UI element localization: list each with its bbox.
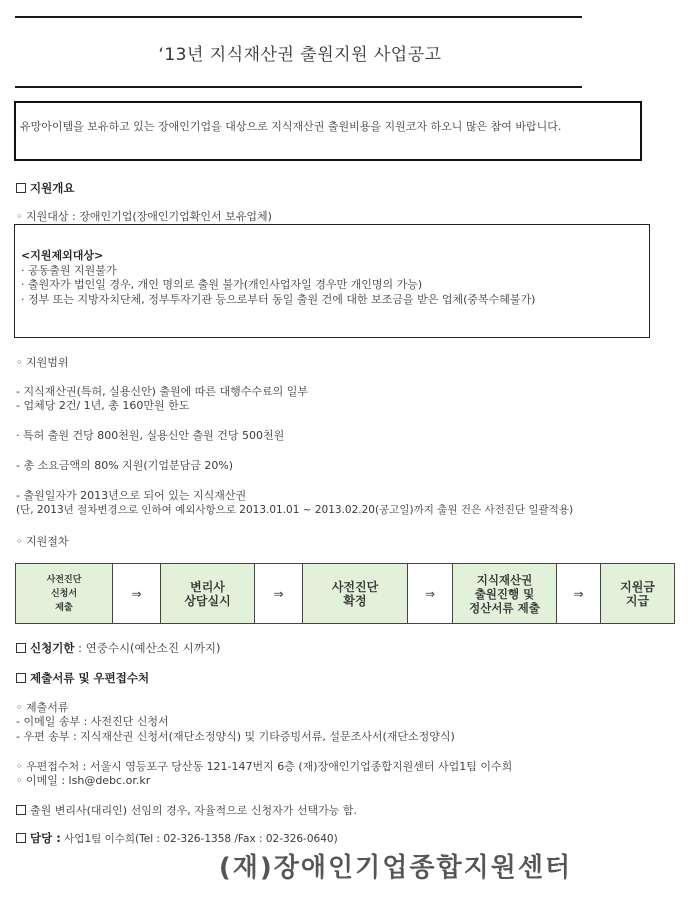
procedure-flow xyxy=(15,563,675,624)
procedure-step: 사전진단 신청서 제출 xyxy=(16,564,113,623)
procedure-step: 변리사 상담실시 xyxy=(161,564,255,623)
support-target: ◦ 지원대상 : 장애인기업(장애인기업확인서 보유업체) xyxy=(16,210,272,223)
organization-footer: (재)장애인기업종합지원센터 xyxy=(218,853,573,883)
docs-label: ◦ 제출서류 xyxy=(16,701,69,714)
arrow-right-icon: ⇒ xyxy=(113,564,161,623)
deadline: 신청기한 : 연중수시(예산소진 시까지) xyxy=(16,640,220,656)
overview-heading: 지원개요 xyxy=(16,180,74,196)
exclusion-box xyxy=(14,224,650,338)
scope-label: ◦ 지원범위 xyxy=(16,356,69,369)
procedure-step: 지원금 지급 xyxy=(601,564,674,623)
arrow-right-icon: ⇒ xyxy=(255,564,303,623)
scope-item: - 출원일자가 2013년으로 되어 있는 지식재산권 xyxy=(16,489,247,502)
procedure-step: 지식재산권 출원진행 및 정산서류 제출 xyxy=(453,564,557,623)
checkbox-square-icon xyxy=(16,643,26,653)
exclusion-heading: <지원제외대상> xyxy=(21,249,104,262)
scope-item: - 총 소요금액의 80% 지원(기업분담금 20%) xyxy=(16,459,234,472)
checkbox-square-icon xyxy=(16,673,26,683)
contact: 담당 : 사업1팀 이수희(Tel : 02-326-1358 /Fax : 02-326-0640) xyxy=(16,830,338,846)
arrow-right-icon: ⇒ xyxy=(408,564,453,623)
checkbox-square-icon xyxy=(16,833,26,843)
checkbox-square-icon xyxy=(16,183,26,193)
procedure-label: ◦ 지원절차 xyxy=(16,535,69,548)
page-title: ‘13년 지식재산권 출원지원 사업공고 xyxy=(158,45,442,65)
scope-item: - 업체당 2건/ 1년, 총 160만원 한도 xyxy=(16,399,190,412)
checkbox-square-icon xyxy=(16,805,26,815)
procedure-step: 사전진단 확정 xyxy=(303,564,408,623)
scope-item: (단, 2013년 절차변경으로 인하여 예외사항으로 2013.01.01 ~ 2013.02.20(공고일)까지 출원 건은 사전진단 일괄적용) xyxy=(16,504,574,516)
exclusion-item: · 공동출원 지원불가 xyxy=(21,263,117,277)
email: ◦ 이메일 : lsh@debc.or.kr xyxy=(16,774,151,787)
exclusion-item: · 출원자가 법인일 경우, 개인 명의로 출원 불가(개인사업자일 경우만 개인명의 가능) xyxy=(21,278,423,291)
top-rule xyxy=(15,16,582,18)
exclusion-item: · 정부 또는 지방자치단체, 정부투자기관 등으로부터 동일 출원 건에 대한 보조금을 받은 업체(중복수혜불가) xyxy=(21,292,536,306)
submission-heading: 제출서류 및 우편접수처 xyxy=(16,670,149,686)
mail-address: ◦ 우편접수처 : 서울시 영등포구 당산동 121-147번지 6층 (재)장애인기업종합지원센터 사업1팀 이수희 xyxy=(16,760,513,773)
docs-item: - 이메일 송부 : 사전진단 신청서 xyxy=(16,715,169,728)
intro-box: 유망아이템을 보유하고 있는 장애인기업을 대상으로 지식재산권 출원비용을 지원코자 하오니 많은 참여 바랍니다. xyxy=(14,101,642,161)
title-rule xyxy=(15,86,582,88)
note: 출원 변리사(대리인) 선임의 경우, 자율적으로 신청자가 선택가능 함. xyxy=(16,802,357,818)
scope-item: - 지식재산권(특허, 실용신안) 출원에 따른 대행수수료의 일부 xyxy=(16,385,309,398)
docs-item: - 우편 송부 : 지식재산권 신청서(재단소정양식) 및 기타증빙서류, 설문조사서(재단소정양식) xyxy=(16,730,455,743)
arrow-right-icon: ⇒ xyxy=(557,564,601,623)
scope-item: · 특허 출원 건당 800천원, 실용신안 출원 건당 500천원 xyxy=(16,429,285,442)
